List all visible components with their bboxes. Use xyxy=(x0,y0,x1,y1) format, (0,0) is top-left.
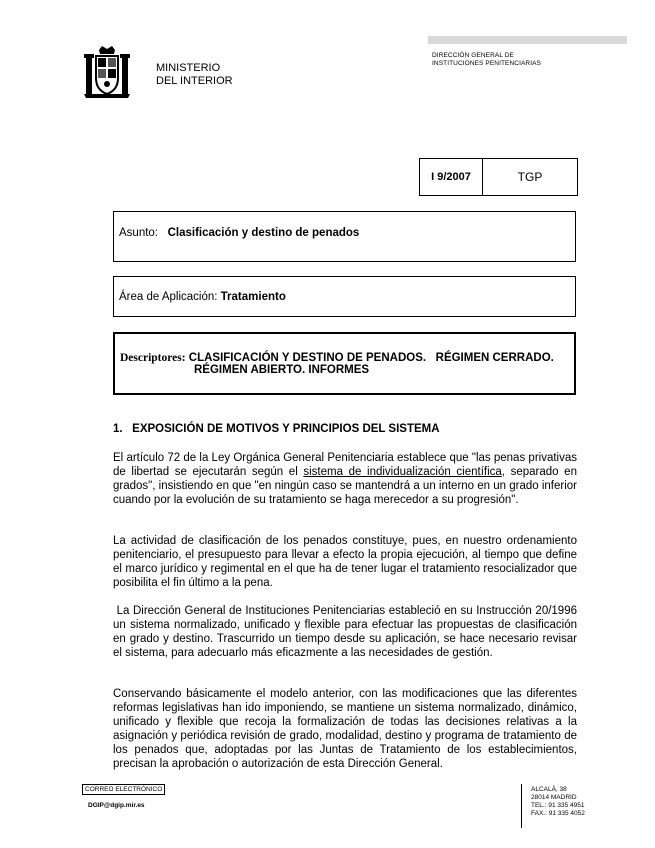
descriptores-box xyxy=(113,332,576,395)
descriptores-line-2: RÉGIMEN ABIERTO. INFORMES xyxy=(194,364,370,376)
paragraph-3 xyxy=(113,604,581,660)
descriptores-label: Descriptores: xyxy=(120,352,186,364)
ministry-line-1: MINISTERIO xyxy=(156,62,221,74)
reference-box xyxy=(419,158,578,196)
directorate-line-2: INSTITUCIONES PENITENCIARIAS xyxy=(432,60,541,67)
section-heading: 1. EXPOSICIÓN DE MOTIVOS Y PRINCIPIOS DEL SISTEMA xyxy=(113,423,440,435)
directorate-line-1: DIRECCIÓN GENERAL DE xyxy=(432,52,514,59)
ministry-name xyxy=(156,62,233,88)
asunto-label: Asunto: xyxy=(119,227,158,239)
paragraph-4-text: Conservando básicamente el modelo anterior, con las modificaciones que las diferentes reformas legislativas han ido imponiendo, se mantiene un sistema normalizado, dinámico, unificado y flexible que recoja la formalización de todas las decisiones relativas a la asignación y periódica revisión de grado, modalidad, destino y programa de tratamiento de los penados que, adoptadas por las Juntas de Tratamiento de los establecimientos, precisan la aprobación o autorización de esta Dirección General. xyxy=(113,688,577,770)
email-label: CORREO ELECTRÓNICO xyxy=(82,784,165,795)
paragraph-2-text: La actividad de clasificación de los penados constituye, pues, en nuestro ordenamiento penitenciario, el presupuesto para llevar a efecto la propia ejecución, al tiempo que define el marco jurídico y regimental en el que ha de tener lugar el tratamiento resocializador que posibilita el fin último a la pena. xyxy=(113,535,577,589)
email-address[interactable]: DGIP@dgip.mir.es xyxy=(88,802,145,809)
paragraph-1-text-b: , separado en grados", insistiendo en que "en ningún caso se mantendrá a un interno en un grado inferior cuando por la evolución de su tratamiento se haga merecedor a su progresión". xyxy=(113,466,578,506)
area-label: Área de Aplicación: xyxy=(119,291,218,303)
paragraph-4 xyxy=(113,687,577,771)
paragraph-3-text: La Dirección General de Instituciones Penitenciarias estableció en su Instrucción 20/1996 un sistema normalizado, unificado y flexible para efectuar las propuestas de clasificación en grado y destino. Trascurrido un tiempo desde su aplicación, se hace necesario revisar el sistema, para adecuarlo más eficazmente a las necesidades de gestión. xyxy=(113,605,581,659)
coat-of-arms-icon xyxy=(82,44,132,100)
paragraph-1-underlined: sistema de individualización científica xyxy=(303,466,502,478)
paragraph-2 xyxy=(113,534,577,590)
reference-number: I 9/2007 xyxy=(420,159,483,195)
reference-code: TGP xyxy=(517,170,543,184)
header-bar xyxy=(428,36,627,44)
descriptores-line-1: CLASIFICACIÓN Y DESTINO DE PENADOS. RÉGIMEN CERRADO. xyxy=(188,352,554,364)
address-city: 28014 MADRID xyxy=(531,794,577,801)
paragraph-1-text-a: El artículo 72 de la Ley Orgánica General Penitenciaria establece que "las penas privativas de libertad se ejecutarán según el xyxy=(113,452,577,478)
address-phone: TEL.: 91 335 4951 xyxy=(531,802,585,809)
asunto-box xyxy=(113,211,576,262)
area-box xyxy=(113,276,576,317)
address-fax: FAX.: 91 335 4052 xyxy=(531,810,585,817)
directorate-name xyxy=(432,52,541,68)
footer-divider xyxy=(521,784,522,828)
area-value: Tratamiento xyxy=(220,291,286,303)
ministry-line-2: DEL INTERIOR xyxy=(156,75,233,87)
address-street: ALCALÁ, 38 xyxy=(531,786,567,793)
postal-address xyxy=(531,786,585,818)
paragraph-1 xyxy=(113,451,577,507)
asunto-value: Clasificación y destino de penados xyxy=(167,227,360,239)
